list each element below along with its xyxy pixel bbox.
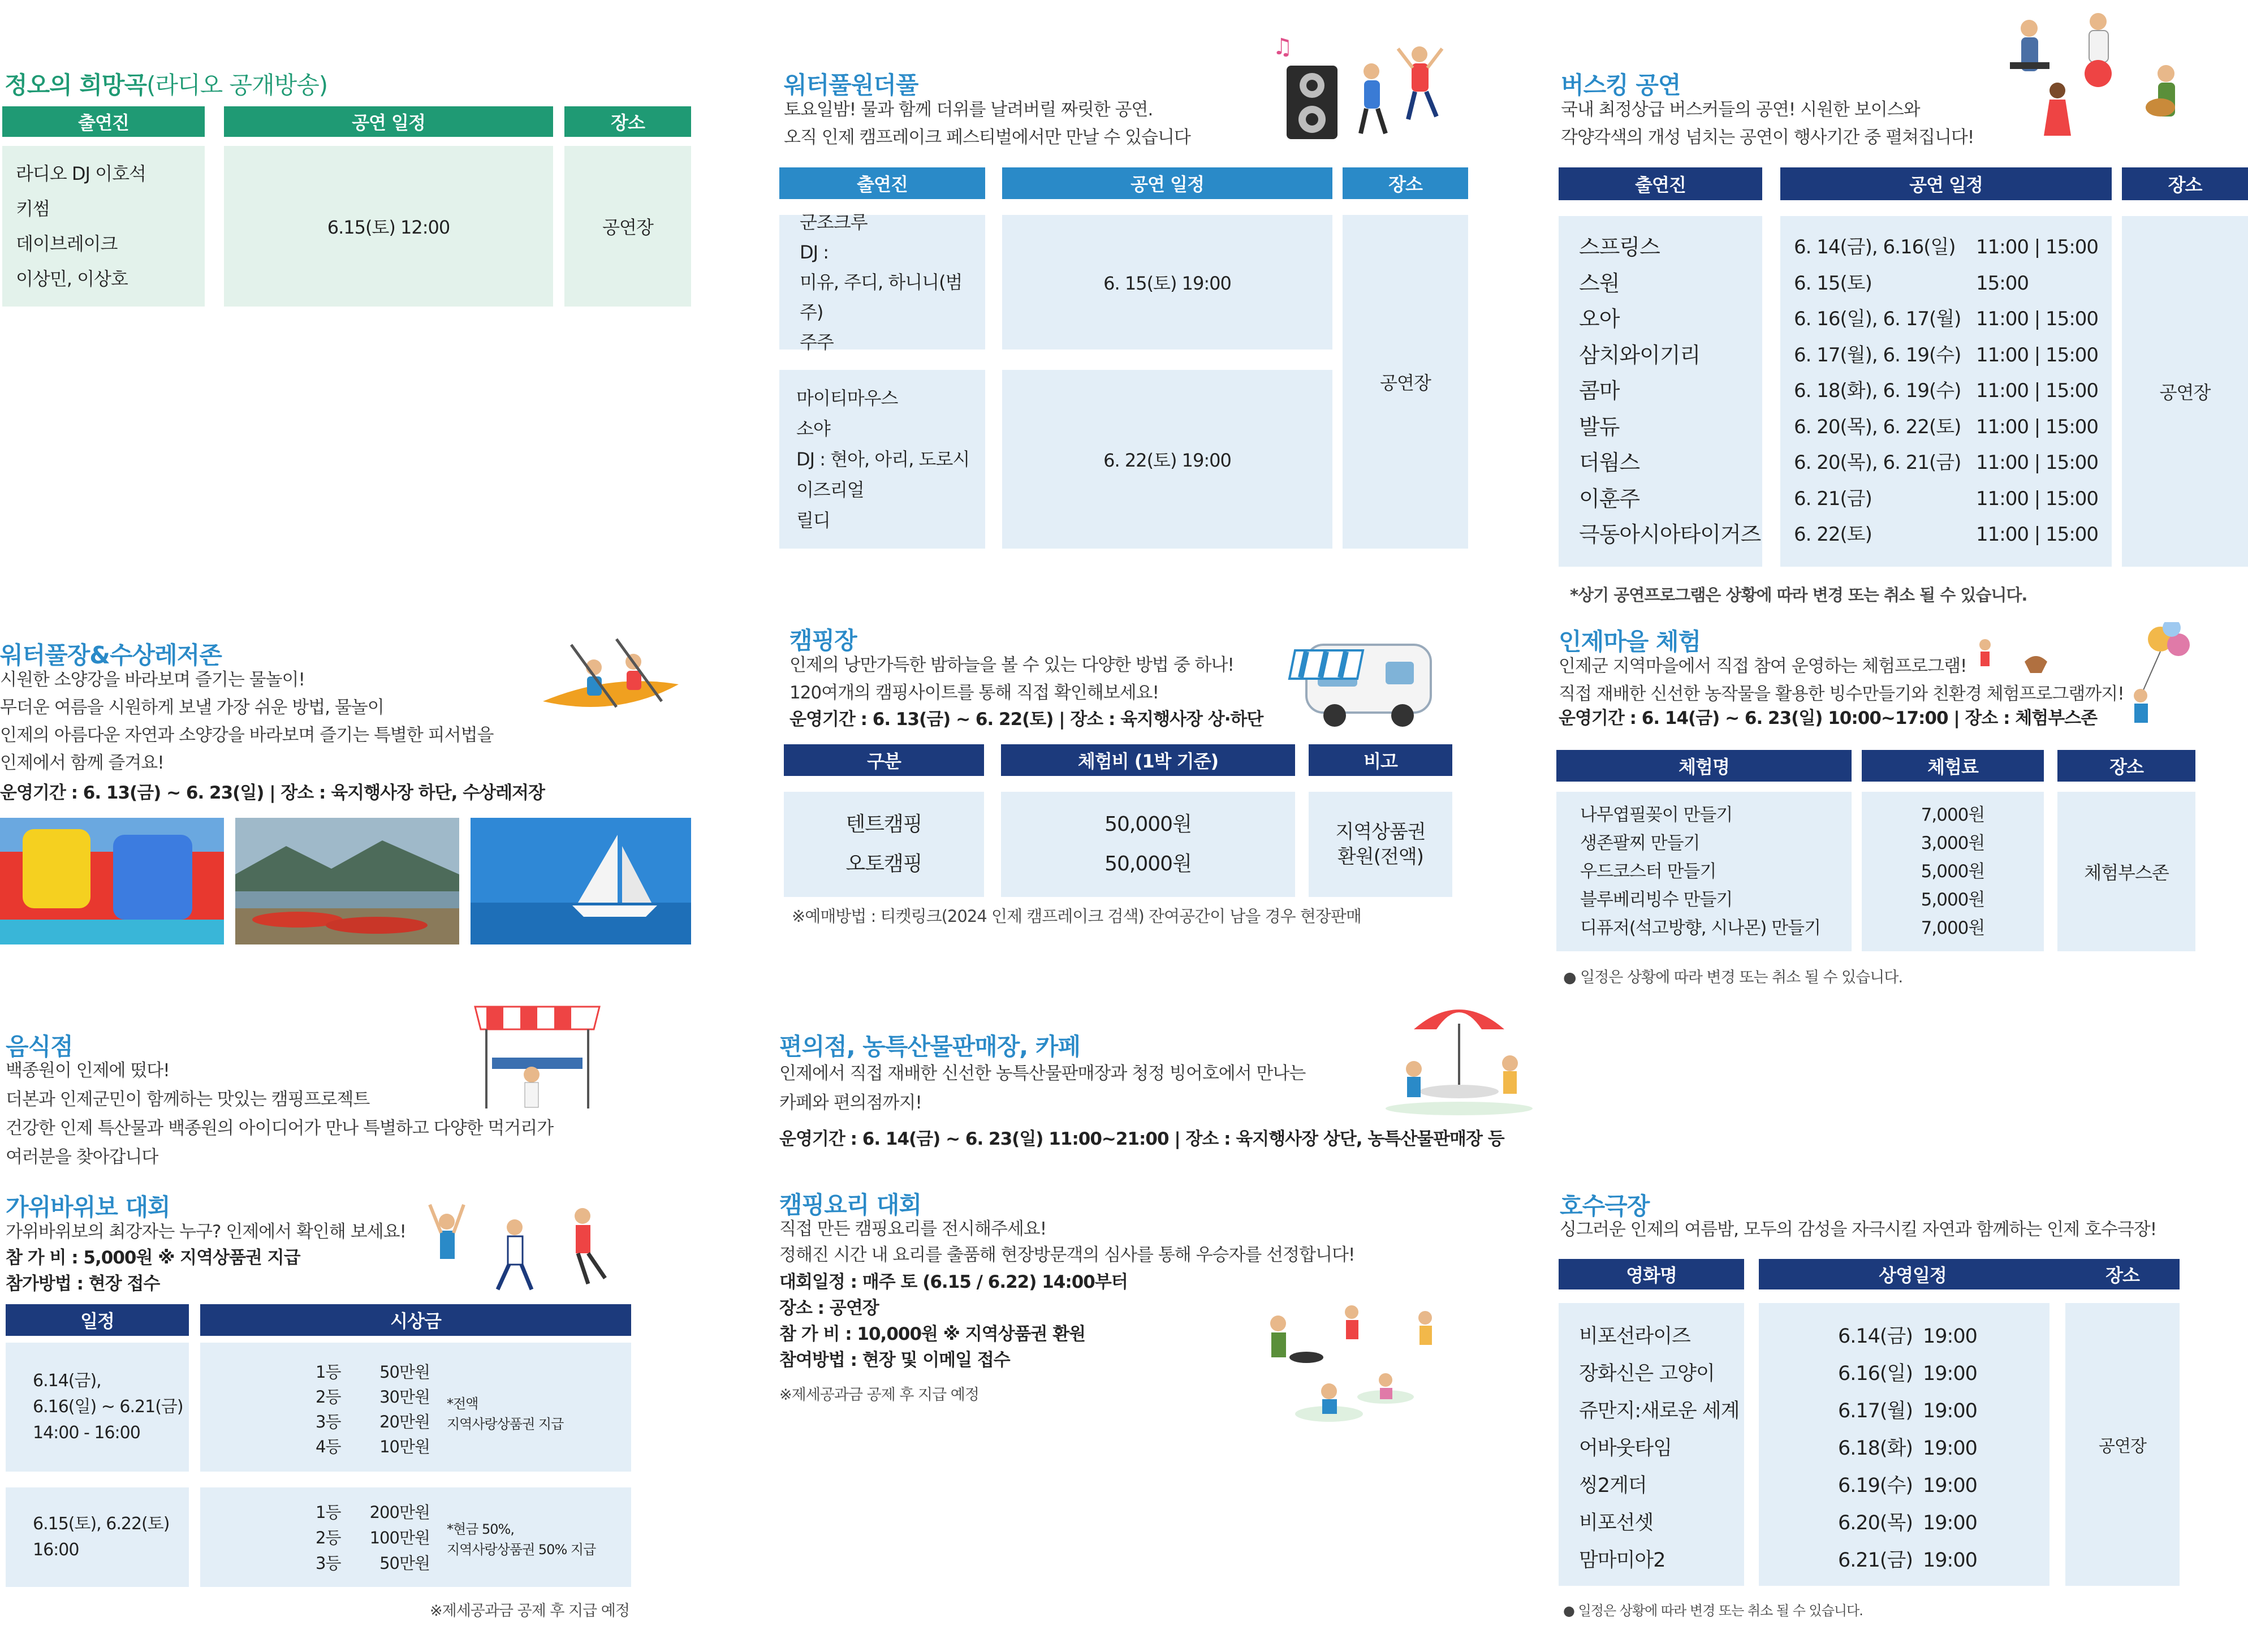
rps-date-line: 6.16(일) ~ 6.21(금) xyxy=(33,1397,183,1417)
waterfull-desc xyxy=(784,96,1190,152)
village-desc-line: 직접 재배한 신선한 농작물을 활용한 빙수만들기와 친환경 체험프로그램까지! xyxy=(1559,684,2124,704)
camping-fees xyxy=(1001,792,1295,897)
rps-header-prize: 시상금 xyxy=(200,1304,631,1336)
camping-fee: 50,000원 xyxy=(1104,813,1192,836)
rps-prize: 30만원 xyxy=(379,1387,430,1407)
waterfull-place: 공연장 xyxy=(1343,215,1468,549)
village-program: 디퓨저(석고방향, 시나몬) 만들기 xyxy=(1580,918,1821,938)
theater-date: 6.18(화) xyxy=(1838,1437,1913,1460)
village-program: 우드코스터 만들기 xyxy=(1580,861,1716,882)
theater-movie: 어바웃타임 xyxy=(1579,1437,1672,1460)
busking-name: 더웜스 xyxy=(1579,450,1640,475)
radio-header-schedule: 공연 일정 xyxy=(224,106,553,137)
village-fee: 5,000원 xyxy=(1921,890,1985,910)
waterfull-row2-performers xyxy=(779,370,985,549)
busking-date: 6. 15(토) xyxy=(1794,271,1872,295)
cooking-line: 참여방법 : 현장 및 이메일 접수 xyxy=(779,1350,1010,1370)
waterplay-title: 워터풀장&수상레저존 xyxy=(0,641,222,669)
rps-header-date: 일정 xyxy=(6,1304,189,1336)
busking-name: 오아 xyxy=(1579,307,1620,331)
busking-date: 6. 17(월), 6. 19(수) xyxy=(1794,343,1961,366)
busking-time: 11:00 | 15:00 xyxy=(1976,523,2099,546)
market-desc xyxy=(779,1059,1305,1118)
radio-performer: 라디오 DJ 이호석 xyxy=(16,163,146,184)
rps-date-line: 6.15(토), 6.22(토) xyxy=(33,1514,170,1534)
radio-performer: 데이브레이크 xyxy=(16,233,118,255)
camping-title: 캠핑장 xyxy=(789,627,857,654)
cooking-desc-line: 직접 만든 캠핑요리를 전시해주세요! xyxy=(779,1219,1047,1239)
busking-header-place: 장소 xyxy=(2122,167,2248,200)
waterfull-header-place: 장소 xyxy=(1343,167,1468,199)
theater-schedule-row xyxy=(1838,1504,2049,1542)
rps-row1-note xyxy=(447,1394,563,1434)
radio-header-place: 장소 xyxy=(564,106,691,137)
busking-name: 이훈주 xyxy=(1579,486,1640,511)
theater-time: 19:00 xyxy=(1923,1400,1977,1422)
theater-schedule-row xyxy=(1838,1392,2049,1430)
waterfull-row1-schedule: 6. 15(토) 19:00 xyxy=(1002,215,1332,350)
market-period: 운영기간 : 6. 14(금) ~ 6. 23(일) 11:00~21:00 | 장소 : 육지행사장 상단, 농특산물판매장 등 xyxy=(779,1129,1504,1149)
radio-schedule: 6.15(토) 12:00 xyxy=(224,146,553,307)
village-desc-line: 인제군 지역마을에서 직접 참여 운영하는 체험프로그램! xyxy=(1559,656,1967,676)
waterfull-performer: 미유, 주디, 하니니(범주) xyxy=(800,271,963,323)
theater-schedule-row xyxy=(1838,1467,2049,1504)
camping-desc-line: 인제의 낭만가득한 밤하늘을 볼 수 있는 다양한 방법 중 하나! xyxy=(789,655,1234,675)
village-fee: 7,000원 xyxy=(1921,918,1985,938)
theater-schedule-row xyxy=(1838,1430,2049,1467)
rps-note-line: *현금 50%, xyxy=(447,1521,514,1537)
rps-jumpers-illustration xyxy=(418,1188,622,1301)
market-title: 편의점, 농특산물판매장, 카페 xyxy=(779,1033,1081,1060)
busking-time: 15:00 xyxy=(1976,271,2029,295)
busking-time: 11:00 | 15:00 xyxy=(1976,343,2099,366)
camping-type: 텐트캠핑 xyxy=(845,813,922,836)
cooking-desc-line: 정해진 시간 내 요리를 출품해 현장방문객의 심사를 통해 우승자를 선정합니다! xyxy=(779,1245,1355,1265)
rps-rank: 3등 xyxy=(316,1554,341,1573)
rps-prize: 50만원 xyxy=(379,1362,430,1382)
radio-performer: 키썸 xyxy=(16,198,50,219)
theater-note: ● 일정은 상황에 따라 변경 또는 취소 될 수 있습니다. xyxy=(1563,1603,1863,1619)
theater-header-movie: 영화명 xyxy=(1559,1259,1744,1289)
rps-rank: 4등 xyxy=(316,1437,341,1456)
camping-fee: 50,000원 xyxy=(1104,852,1192,875)
busking-schedule-row xyxy=(1794,409,2112,446)
buskers-illustration xyxy=(2002,6,2194,158)
cooking-line: 참 가 비 : 10,000원 ※ 지역상품권 환원 xyxy=(779,1324,1086,1344)
food-stall-illustration xyxy=(469,995,605,1114)
rps-note-line: 지역사랑상품권 50% 지급 xyxy=(447,1542,596,1558)
cooking-desc xyxy=(779,1216,1354,1268)
village-place: 체험부스존 xyxy=(2057,792,2195,951)
busking-schedule-row xyxy=(1794,266,2112,302)
waterfull-performer: DJ : xyxy=(800,241,829,263)
village-header-fee: 체험료 xyxy=(1862,750,2044,782)
busking-date: 6. 14(금), 6.16(일) xyxy=(1794,236,1956,258)
theater-desc: 싱그러운 인제의 여름밤, 모두의 감성을 자극시킬 자연과 함께하는 인제 호수극장! xyxy=(1560,1219,2157,1240)
waterplay-desc-line: 인제의 아름다운 자연과 소양강을 바라보며 즐기는 특별한 피서법을 xyxy=(0,725,494,745)
busking-schedule-row xyxy=(1794,230,2112,266)
busking-date: 6. 16(일), 6. 17(월) xyxy=(1794,308,1961,330)
busking-schedule-row xyxy=(1794,373,2112,409)
busking-name: 스프링스 xyxy=(1579,235,1660,260)
theater-movies xyxy=(1559,1303,1744,1586)
waterplay-desc xyxy=(0,666,493,777)
camping-desc xyxy=(789,652,1234,707)
rps-desc: 가위바위보의 최강자는 누구? 인제에서 확인해 보세요! xyxy=(6,1222,406,1242)
theater-header-place: 장소 xyxy=(2065,1259,2180,1289)
kayaks-lake-photo xyxy=(235,818,459,944)
rps-note: ※제세공과금 공제 후 지급 예정 xyxy=(430,1602,629,1620)
rps-prizes xyxy=(370,1360,430,1459)
theater-movie: 씽2게더 xyxy=(1579,1474,1647,1497)
theater-movie: 비포선셋 xyxy=(1579,1512,1654,1534)
waterfull-performer: 군조크루 xyxy=(800,211,868,233)
radio-title xyxy=(5,67,327,101)
theater-time: 19:00 xyxy=(1923,1512,1977,1534)
busking-time: 11:00 | 15:00 xyxy=(1976,379,2099,402)
radio-title-main: 정오의 희망곡 xyxy=(5,71,147,99)
radio-header-performers: 출연진 xyxy=(2,106,205,137)
waterfull-performer: 이즈리얼 xyxy=(796,479,864,501)
village-header-place: 장소 xyxy=(2057,750,2195,782)
waterfull-performer: 주주 xyxy=(800,331,834,353)
rps-row2-note xyxy=(447,1519,596,1560)
rps-row2-prizes xyxy=(200,1487,631,1587)
village-fee: 3,000원 xyxy=(1921,833,1985,853)
busking-time: 11:00 | 15:00 xyxy=(1976,236,2099,258)
rps-title: 가위바위보 대회 xyxy=(6,1193,170,1221)
busking-desc xyxy=(1561,96,1974,152)
busking-schedule-row xyxy=(1794,517,2112,553)
waterfull-row1-performers xyxy=(779,211,985,353)
village-programs xyxy=(1556,792,1852,951)
busking-name: 삼치와이기리 xyxy=(1579,342,1701,368)
theater-date: 6.19(수) xyxy=(1838,1474,1913,1497)
picnic-cooking-illustration xyxy=(1255,1295,1470,1442)
theater-schedule-row xyxy=(1838,1318,2049,1355)
rps-row1-date xyxy=(6,1343,189,1472)
waterplay-desc-line: 시원한 소양강을 바라보며 즐기는 물놀이! xyxy=(0,670,305,690)
rps-rank: 1등 xyxy=(316,1503,341,1522)
camper-illustration xyxy=(1284,628,1453,735)
village-fees xyxy=(1862,792,2044,951)
busking-time: 11:00 | 15:00 xyxy=(1976,487,2099,510)
rps-rank: 2등 xyxy=(316,1528,341,1547)
food-desc-line: 백종원이 인제에 떴다! xyxy=(6,1060,170,1081)
theater-date: 6.17(월) xyxy=(1838,1400,1913,1422)
food-desc-line: 여러분을 찾아갑니다 xyxy=(6,1147,158,1167)
waterfull-performer: DJ : 현아, 아리, 도로시 xyxy=(796,448,970,470)
waterfull-desc-line: 토요일밤! 물과 함께 더위를 날려버릴 짜릿한 공연. xyxy=(784,100,1153,120)
rps-rank: 3등 xyxy=(316,1412,341,1431)
theater-place: 공연장 xyxy=(2065,1303,2180,1586)
theater-time: 19:00 xyxy=(1923,1474,1977,1497)
cooking-lines xyxy=(779,1269,1128,1373)
busking-name: 극동아시아타이거즈 xyxy=(1579,522,1761,547)
village-fee: 5,000원 xyxy=(1921,861,1985,882)
village-program: 나무엽필꽂이 만들기 xyxy=(1580,805,1733,825)
theater-date: 6.14(금) xyxy=(1838,1325,1913,1348)
market-desc-line: 카페와 편의점까지! xyxy=(779,1093,922,1113)
rps-fee: 참 가 비 : 5,000원 ※ 지역상품권 지급 xyxy=(6,1248,300,1268)
busking-date: 6. 22(토) xyxy=(1794,523,1872,546)
theater-date: 6.20(목) xyxy=(1838,1512,1913,1534)
waterfull-performer: 릴디 xyxy=(796,510,830,531)
theater-header-schedule: 상영일정 xyxy=(1759,1259,2066,1289)
busking-header-performers: 출연진 xyxy=(1559,167,1762,200)
rps-note-line: 지역사랑상품권 지급 xyxy=(447,1416,564,1432)
busking-time: 11:00 | 15:00 xyxy=(1976,451,2099,474)
radio-performers xyxy=(2,146,205,307)
radio-title-sub: (라디오 공개방송) xyxy=(146,71,328,99)
busking-title: 버스킹 공연 xyxy=(1561,71,1681,99)
rps-date-line: 16:00 xyxy=(33,1540,79,1560)
speaker-dancers-illustration xyxy=(1267,20,1459,162)
cooking-line: 장소 : 공연장 xyxy=(779,1298,879,1318)
theater-schedule-row xyxy=(1838,1355,2049,1392)
camping-remark: 지역상품권 환원(전액) xyxy=(1309,792,1452,897)
cafe-umbrella-illustration xyxy=(1380,995,1538,1120)
rps-prize: 100만원 xyxy=(369,1528,430,1547)
waterfull-title: 워터풀원더풀 xyxy=(784,71,918,99)
cooking-note: ※제세공과금 공제 후 지급 예정 xyxy=(779,1386,979,1404)
food-desc-line: 건강한 인제 특산물과 백종원의 아이디어가 만나 특별하고 다양한 먹거리가 xyxy=(6,1118,554,1138)
waterfull-row2-schedule: 6. 22(토) 19:00 xyxy=(1002,370,1332,549)
rps-date-line: 6.14(금), xyxy=(33,1371,101,1391)
camping-header-fee: 체험비 (1박 기준) xyxy=(1001,744,1295,776)
busking-schedules xyxy=(1780,216,2112,567)
camping-header-remark: 비고 xyxy=(1309,744,1452,776)
busking-name: 발듀 xyxy=(1579,414,1620,439)
rps-date-line: 14:00 - 16:00 xyxy=(33,1423,140,1443)
village-header-program: 체험명 xyxy=(1556,750,1852,782)
market-desc-line: 인제에서 직접 재배한 신선한 농특산물판매장과 청정 빙어호에서 만나는 xyxy=(779,1063,1306,1084)
rps-prize: 20만원 xyxy=(379,1412,430,1431)
busking-header-schedule: 공연 일정 xyxy=(1780,167,2112,200)
waterplay-desc-line: 인제에서 함께 즐겨요! xyxy=(0,753,164,773)
sailboat-photo xyxy=(471,818,691,944)
busking-name: 스원 xyxy=(1579,270,1620,296)
village-note: ● 일정은 상황에 따라 변경 또는 취소 될 수 있습니다. xyxy=(1563,969,1903,986)
camping-header-type: 구분 xyxy=(784,744,984,776)
village-title: 인제마을 체험 xyxy=(1559,628,1701,655)
rps-prizes xyxy=(364,1500,430,1576)
rps-row1-prizes xyxy=(200,1343,631,1472)
camping-types xyxy=(784,792,984,897)
rps-ranks xyxy=(316,1500,340,1576)
svg-text:♫: ♫ xyxy=(1272,34,1293,60)
water-slide-photo xyxy=(0,818,224,944)
theater-date: 6.21(금) xyxy=(1838,1549,1913,1572)
busking-names xyxy=(1559,216,1762,567)
waterfull-performer: 마이티마우스 xyxy=(796,387,898,409)
busking-place: 공연장 xyxy=(2122,216,2248,567)
rps-method: 참가방법 : 현장 접수 xyxy=(6,1274,160,1294)
camping-type: 오토캠핑 xyxy=(845,852,922,875)
cooking-title: 캠핑요리 대회 xyxy=(779,1191,922,1219)
rps-row2-date xyxy=(6,1487,189,1587)
village-program: 생존팔찌 만들기 xyxy=(1580,833,1700,853)
theater-schedule-row xyxy=(1838,1542,2049,1579)
food-title: 음식점 xyxy=(6,1033,73,1060)
busking-date: 6. 20(목), 6. 22(토) xyxy=(1794,415,1961,438)
busking-date: 6. 21(금) xyxy=(1794,487,1872,510)
waterplay-period: 운영기간 : 6. 13(금) ~ 6. 23(일) | 장소 : 육지행사장 하단, 수상레저장 xyxy=(0,783,545,803)
theater-movie: 비포선라이즈 xyxy=(1579,1325,1690,1348)
busking-schedule-row xyxy=(1794,338,2112,374)
rps-prize: 200만원 xyxy=(369,1503,430,1522)
rps-ranks xyxy=(316,1360,340,1459)
busking-schedule-row xyxy=(1794,481,2112,517)
waterfull-header-schedule: 공연 일정 xyxy=(1002,167,1332,199)
busking-schedule-row xyxy=(1794,301,2112,338)
busking-note: *상기 공연프로그램은 상황에 따라 변경 또는 취소 될 수 있습니다. xyxy=(1570,585,2027,605)
camping-period: 운영기간 : 6. 13(금) ~ 6. 22(토) | 장소 : 육지행사장 상·하단 xyxy=(789,709,1263,730)
theater-time: 19:00 xyxy=(1923,1549,1977,1572)
busking-desc-line: 각양각색의 개성 넘치는 공연이 행사기간 중 펼쳐집니다! xyxy=(1561,127,1974,148)
village-fee: 7,000원 xyxy=(1921,805,1985,825)
village-kids-illustration xyxy=(1974,622,2200,741)
camping-note: ※예매방법 : 티켓링크(2024 인제 캠프레이크 검색) 잔여공간이 남을 경우 현장판매 xyxy=(792,907,1361,926)
rps-note-line: *전액 xyxy=(447,1396,478,1412)
theater-title: 호수극장 xyxy=(1560,1192,1650,1220)
theater-movie: 장화신은 고양이 xyxy=(1579,1362,1715,1385)
rps-rank: 2등 xyxy=(316,1387,341,1407)
busking-date: 6. 18(화), 6. 19(수) xyxy=(1794,379,1961,402)
theater-movie: 맘마미아2 xyxy=(1579,1549,1665,1572)
theater-date: 6.16(일) xyxy=(1838,1362,1913,1385)
waterplay-desc-line: 무더운 여름을 시원하게 보낼 가장 쉬운 방법, 물놀이 xyxy=(0,697,384,718)
busking-time: 11:00 | 15:00 xyxy=(1976,308,2099,330)
theater-time: 19:00 xyxy=(1923,1325,1977,1348)
food-desc-line: 더본과 인제군민이 함께하는 맛있는 캠핑프로젝트 xyxy=(6,1089,370,1110)
cooking-line: 대회일정 : 매주 토 (6.15 / 6.22) 14:00부터 xyxy=(779,1272,1128,1292)
waterfull-header-performers: 출연진 xyxy=(779,167,985,199)
rps-prize: 10만원 xyxy=(379,1437,430,1456)
busking-name: 콤마 xyxy=(1579,378,1620,403)
village-program: 블루베리빙수 만들기 xyxy=(1580,890,1733,910)
theater-time: 19:00 xyxy=(1923,1437,1977,1460)
busking-schedule-row xyxy=(1794,445,2112,481)
rps-prize: 50만원 xyxy=(379,1554,430,1573)
waterfull-desc-line: 오직 인제 캠프레이크 페스티벌에서만 만날 수 있습니다 xyxy=(784,127,1190,148)
waterfull-performer: 소야 xyxy=(796,418,830,439)
theater-movie: 쥬만지:새로운 세계 xyxy=(1579,1400,1740,1422)
theater-schedules xyxy=(1759,1303,2049,1586)
camping-desc-line: 120여개의 캠핑사이트를 통해 직접 확인해보세요! xyxy=(789,683,1159,703)
busking-time: 11:00 | 15:00 xyxy=(1976,415,2099,438)
busking-desc-line: 국내 최정상급 버스커들의 공연! 시원한 보이스와 xyxy=(1561,100,1920,120)
theater-time: 19:00 xyxy=(1923,1362,1977,1385)
rps-rank: 1등 xyxy=(316,1362,341,1382)
busking-date: 6. 20(목), 6. 21(금) xyxy=(1794,451,1961,474)
village-period: 운영기간 : 6. 14(금) ~ 6. 23(일) 10:00~17:00 | 장소 : 체험부스존 xyxy=(1559,708,2098,728)
radio-place: 공연장 xyxy=(564,146,691,307)
kayak-illustration xyxy=(537,622,684,730)
radio-performer: 이상민, 이상호 xyxy=(16,268,128,290)
